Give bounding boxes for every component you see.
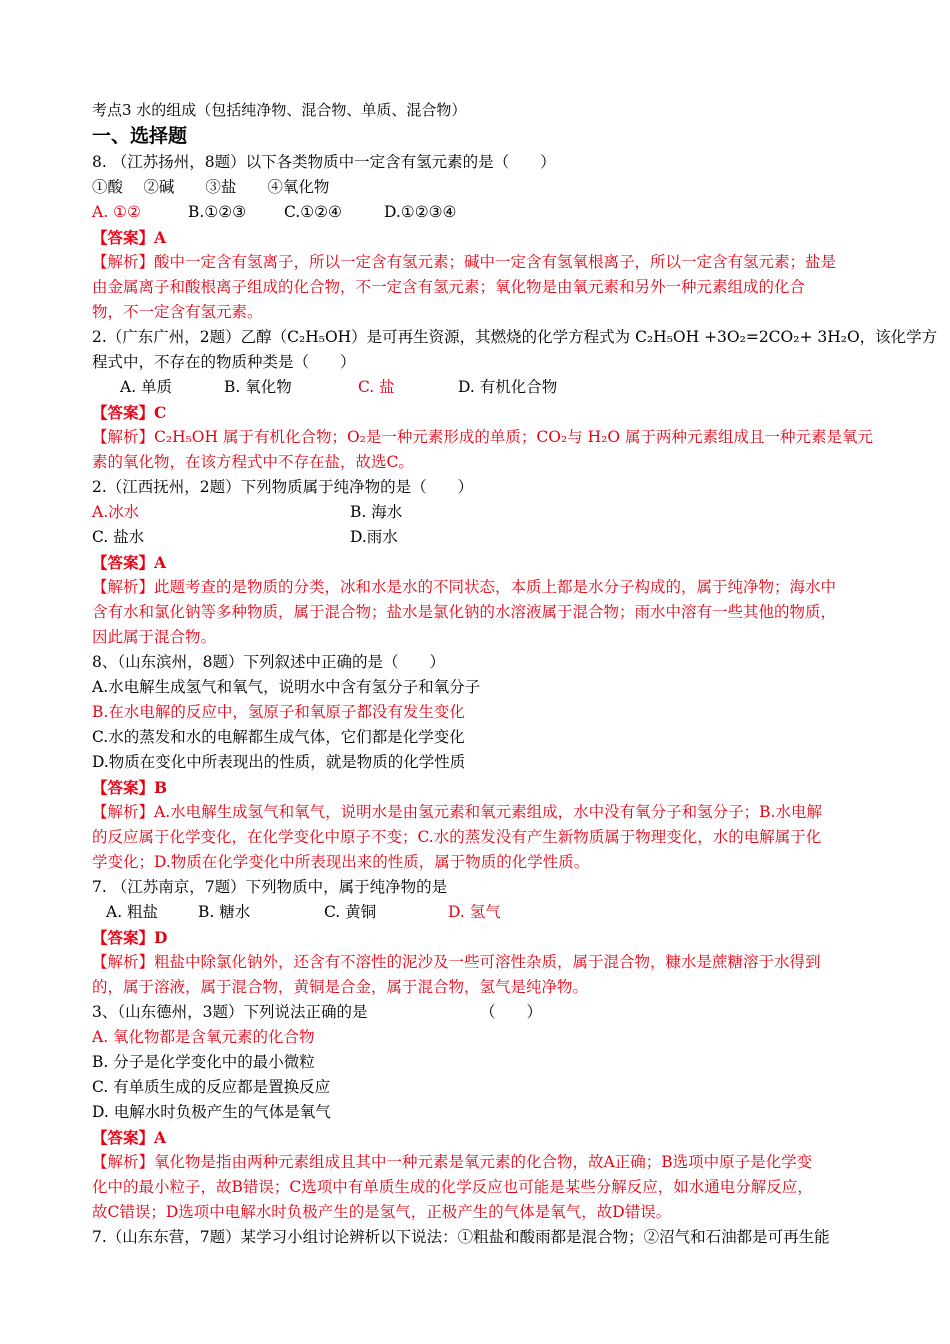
- question-stem: 7. （江苏南京，7题）下列物质中，属于纯净物的是: [92, 878, 448, 896]
- explanation-line: 素的氧化物，在该方程式中不存在盐，故选C。: [92, 453, 414, 471]
- explanation-line: 【解析】A.水电解生成氢气和氧气，说明水是由氢元素和氧元素组成，水中没有氧分子和氢分子；B.水电解: [92, 803, 822, 821]
- explanation-line: 【解析】酸中一定含有氢离子，所以一定含有氢元素；碱中一定含有氢氧根离子，所以一定含有氢元素；盐是: [92, 253, 837, 271]
- topic-title: 考点3 水的组成（包括纯净物、混合物、单质、混合物）: [92, 101, 467, 119]
- question-stem-row: [92, 1000, 872, 1025]
- option-a: A.冰水: [92, 503, 140, 521]
- explanation-line: 学变化；D.物质在化学变化中所表现出来的性质，属于物质的化学性质。: [92, 853, 590, 871]
- explanation-line: 【解析】此题考查的是物质的分类，冰和水是水的不同状态，本质上都是水分子构成的，属于纯净物；海水中: [92, 578, 837, 596]
- question-options: [92, 200, 872, 225]
- question-stem: 8. （江苏扬州，8题）以下各类物质中一定含有氢元素的是（ ）: [92, 153, 556, 171]
- answer-label: 【答案】C: [92, 403, 167, 422]
- option-b: B. 糖水: [198, 903, 251, 921]
- explanation-line: 【解析】粗盐中除氯化钠外，还含有不溶性的泥沙及一些可溶性杂质，属于混合物，糠水是蔗糖溶于水得到: [92, 953, 821, 971]
- answer-label: 【答案】A: [92, 1128, 167, 1147]
- answer-blank: （ ）: [480, 1003, 543, 1021]
- option-d: D. 电解水时负极产生的气体是氧气: [92, 1103, 331, 1121]
- question-stem: 2.（广东广州，2题）乙醇（C₂H₅OH）是可再生资源，其燃烧的化学方程式为 C₂H₅OH +3O₂=2CO₂+ 3H₂O，该化学方: [92, 328, 938, 346]
- explanation-line: 【解析】C₂H₅OH 属于有机化合物；O₂是一种元素形成的单质；CO₂与 H₂O 属于两种元素组成且一种元素是氧元: [92, 428, 873, 446]
- question-stem: 8、（山东滨州，8题）下列叙述中正确的是（ ）: [92, 653, 445, 671]
- option-a: A. ①②: [92, 203, 141, 221]
- option-a: A. 氧化物都是含氧元素的化合物: [92, 1028, 315, 1046]
- question-options: [92, 500, 872, 525]
- option-d: D. 有机化合物: [458, 378, 558, 396]
- answer-label: 【答案】B: [92, 778, 168, 797]
- question-stem: 3、（山东德州，3题）下列说法正确的是: [92, 1003, 368, 1021]
- section-heading: 一、选择题: [92, 125, 188, 147]
- question-items: ①酸 ②碱 ③盐 ④氧化物: [92, 178, 330, 196]
- option-c: C. 黄铜: [324, 903, 377, 921]
- explanation-line: 的反应属于化学变化，在化学变化中原子不变；C.水的蒸发没有产生新物质属于物理变化，水的电解属于化: [92, 828, 822, 846]
- question-stem: 7.（山东东营，7题）某学习小组讨论辨析以下说法：①粗盐和酸雨都是混合物；②沼气和石油都是可再生能: [92, 1228, 830, 1246]
- answer-label: 【答案】A: [92, 228, 167, 247]
- answer-label: 【答案】D: [92, 928, 168, 947]
- option-c: C.水的蒸发和水的电解都生成气体，它们都是化学变化: [92, 728, 465, 746]
- option-a: A. 单质: [120, 378, 173, 396]
- explanation-line: 的，属于溶液，属于混合物，黄铜是合金，属于混合物，氢气是纯净物。: [92, 978, 589, 996]
- option-d: D.物质在变化中所表现出的性质，就是物质的化学性质: [92, 753, 466, 771]
- option-d: D. 氢气: [448, 903, 501, 921]
- explanation-line: 【解析】氧化物是指由两种元素组成且其中一种元素是氧元素的化合物，故A正确；B选项中原子是化学变: [92, 1153, 813, 1171]
- option-c: C. 有单质生成的反应都是置换反应: [92, 1078, 331, 1096]
- option-a: A. 粗盐: [106, 903, 159, 921]
- explanation-line: 因此属于混合物。: [92, 628, 217, 646]
- explanation-line: 含有水和氯化钠等多种物质，属于混合物；盐水是氯化钠的水溶液属于混合物；雨水中溶有一些其他的物质，: [92, 603, 837, 621]
- option-c: C.①②④: [284, 203, 342, 221]
- option-b: B. 氧化物: [224, 378, 292, 396]
- explanation-line: 物，不一定含有氢元素。: [92, 303, 263, 321]
- explanation-line: 故C错误；D选项中电解水时负极产生的是氢气，正极产生的气体是氧气，故D错误。: [92, 1203, 672, 1221]
- option-d: D.①②③④: [384, 203, 457, 221]
- document-page: [92, 98, 938, 1250]
- option-c: C. 盐: [358, 378, 395, 396]
- option-d: D.雨水: [350, 528, 398, 546]
- option-b: B.在水电解的反应中，氢原子和氧原子都没有发生变化: [92, 703, 465, 721]
- explanation-line: 化中的最小粒子，故B错误；C选项中有单质生成的化学反应也可能是某些分解反应，如水通电分解反应，: [92, 1178, 813, 1196]
- explanation-line: 由金属离子和酸根离子组成的化合物，不一定含有氢元素；氧化物是由氧元素和另外一种元素组成的化合: [92, 278, 806, 296]
- question-stem: 2.（江西抚州，2题）下列物质属于纯净物的是（ ）: [92, 478, 474, 496]
- question-options: [92, 375, 872, 400]
- option-b: B. 分子是化学变化中的最小微粒: [92, 1053, 315, 1071]
- question-options: [92, 900, 872, 925]
- option-b: B.①②③: [188, 203, 247, 221]
- option-a: A.水电解生成氢气和氧气，说明水中含有氢分子和氧分子: [92, 678, 481, 696]
- answer-label: 【答案】A: [92, 553, 167, 572]
- question-stem: 程式中，不存在的物质种类是（ ）: [92, 353, 356, 371]
- option-c: C. 盐水: [92, 528, 145, 546]
- question-options: [92, 525, 872, 550]
- option-b: B. 海水: [350, 503, 403, 521]
